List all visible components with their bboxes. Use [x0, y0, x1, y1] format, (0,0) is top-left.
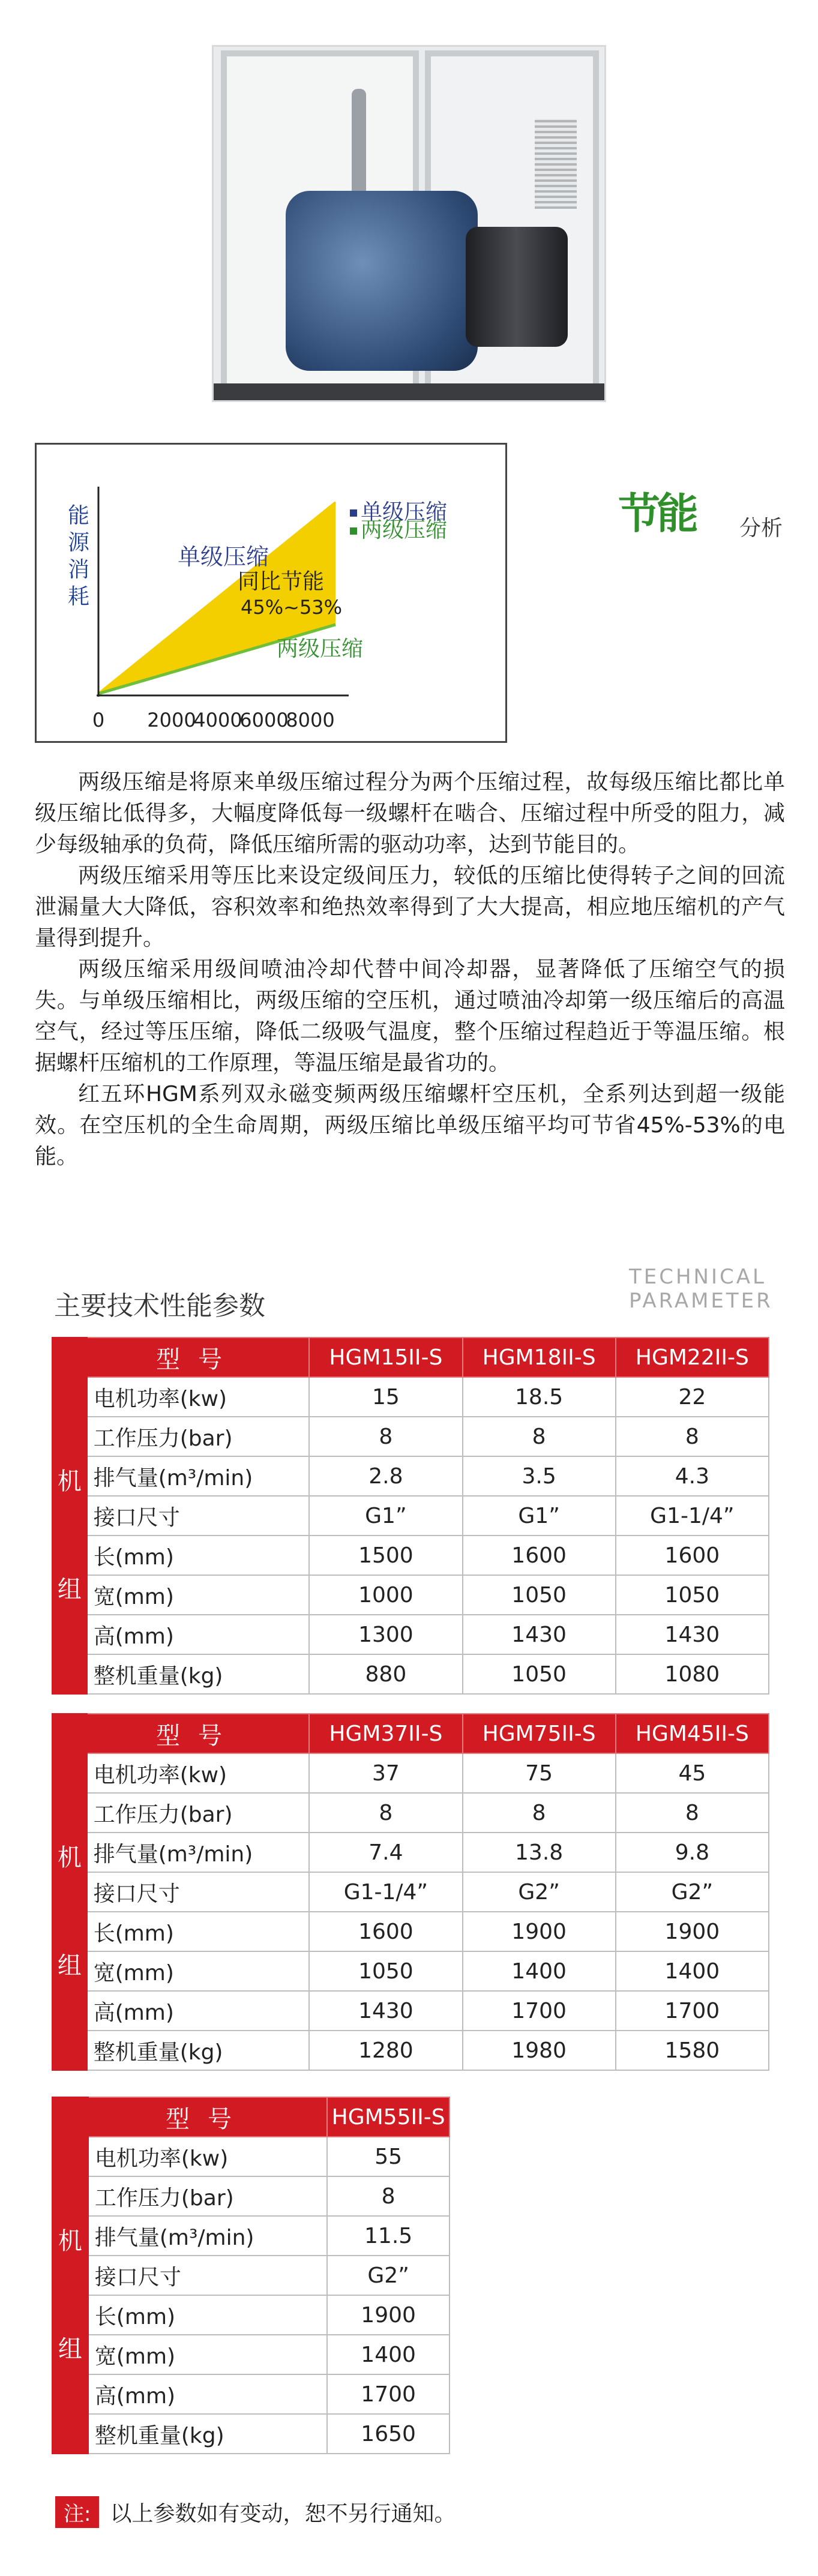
saving-label: 45%~53%: [241, 596, 343, 619]
y-label-char: 耗: [68, 584, 90, 609]
row-label: 整机重量(kg): [87, 2031, 310, 2070]
single-stage-label: 单级压缩: [178, 544, 269, 570]
x-tick-label: 2000: [147, 709, 196, 731]
legend-swatch-double: [350, 527, 357, 535]
cell-value: 1500: [309, 1536, 462, 1575]
side-char: 组: [57, 1576, 82, 1603]
cell-value: 45: [616, 1753, 769, 1793]
side-char: 组: [57, 1952, 82, 1980]
cell-value: 8: [309, 1417, 462, 1456]
row-label: 工作压力(bar): [88, 2176, 327, 2216]
energy-saving-title: 节能: [618, 489, 695, 538]
cell-value: 1400: [463, 1951, 616, 1991]
unit-side-label: [52, 1753, 87, 2070]
model-name: HGM22II-S: [616, 1338, 769, 1377]
compressor-photo: [212, 45, 606, 402]
x-tick-label: 6000: [239, 709, 289, 731]
row-label: 宽(mm): [87, 1575, 310, 1615]
energy-chart-svg: [37, 445, 505, 741]
y-label-char: 消: [68, 557, 90, 582]
cell-value: G2”: [327, 2256, 450, 2295]
row-label: 排气量(m³/min): [87, 1833, 310, 1872]
y-label-char: 能: [68, 503, 90, 528]
row-label: 长(mm): [87, 1536, 310, 1575]
intro-paragraph: 两级压缩采用级间喷油冷却代替中间冷却器，显著降低了压缩空气的损失。与单级压缩相比，两级压缩的空压机，通过喷油冷却第一级压缩后的高温空气，经过等压压缩，降低二级吸气温度，整个压缩过程趋近于等温压缩。根据螺杆压缩机的工作原理，等温压缩是最省功的。: [35, 957, 785, 1075]
model-name: HGM45II-S: [616, 1714, 769, 1753]
cell-value: 1430: [616, 1615, 769, 1654]
cell-value: 15: [309, 1377, 462, 1417]
cell-value: 1900: [616, 1912, 769, 1951]
header-lead-cell: [52, 1714, 87, 1753]
header-lead-cell: [52, 1338, 87, 1377]
machine-base: [214, 383, 604, 400]
energy-chart: [35, 443, 507, 743]
row-label: 工作压力(bar): [87, 1793, 310, 1833]
header-model-label: 型号: [87, 1338, 310, 1377]
row-label: 高(mm): [87, 1991, 310, 2031]
intro-paragraph: 两级压缩采用等压比来设定级间压力，较低的压缩比使得转子之间的回流泄漏量大大降低，容积效率和绝热效率得到了大大提高，相应地压缩机的产气量得到提升。: [35, 863, 785, 950]
cell-value: 1700: [463, 1991, 616, 2031]
cell-value: 880: [309, 1654, 462, 1694]
cell-value: 1430: [463, 1615, 616, 1654]
cell-value: 22: [616, 1377, 769, 1417]
row-label: 高(mm): [87, 1615, 310, 1654]
compressor-airend: [286, 191, 478, 371]
row-label: 宽(mm): [87, 1951, 310, 1991]
model-name: HGM55II-S: [327, 2097, 450, 2137]
cell-value: 8: [616, 1793, 769, 1833]
cell-value: 55: [327, 2137, 450, 2176]
cell-value: 1600: [616, 1536, 769, 1575]
unit-side-label: [52, 2137, 88, 2454]
row-label: 整机重量(kg): [88, 2414, 327, 2454]
cell-value: 1600: [309, 1912, 462, 1951]
row-label: 长(mm): [87, 1912, 310, 1951]
cell-value: 1700: [327, 2374, 450, 2414]
spec-table-2: [52, 1713, 769, 2071]
cell-value: 1980: [463, 2031, 616, 2070]
header-model-label: 型号: [88, 2097, 327, 2137]
model-name: HGM75II-S: [463, 1714, 616, 1753]
section-title-en-line: TECHNICAL: [629, 1265, 766, 1289]
cell-value: 75: [463, 1753, 616, 1793]
x-tick-label: 0: [92, 709, 105, 731]
cell-value: 1000: [309, 1575, 462, 1615]
row-label: 电机功率(kw): [87, 1753, 310, 1793]
side-char: 机: [57, 1468, 82, 1495]
cell-value: 13.8: [463, 1833, 616, 1872]
cell-value: 1080: [616, 1654, 769, 1694]
cell-value: 1650: [327, 2414, 450, 2454]
cell-value: 3.5: [463, 1456, 616, 1496]
cell-value: 18.5: [463, 1377, 616, 1417]
cell-value: 1580: [616, 2031, 769, 2070]
cell-value: 1050: [616, 1575, 769, 1615]
spec-table-3: [52, 2097, 450, 2454]
cell-value: G1”: [309, 1496, 462, 1536]
side-char: 机: [57, 1844, 82, 1872]
cell-value: 11.5: [327, 2216, 450, 2256]
cell-value: 37: [309, 1753, 462, 1793]
cell-value: 1280: [309, 2031, 462, 2070]
two-stage-label: 两级压缩: [277, 637, 364, 661]
row-label: 宽(mm): [88, 2335, 327, 2374]
section-title: 主要技术性能参数: [54, 1291, 265, 1321]
row-label: 电机功率(kw): [87, 1377, 310, 1417]
note-tag: 注:: [55, 2496, 99, 2528]
vent-grille: [535, 119, 577, 209]
intro-paragraph: 两级压缩是将原来单级压缩过程分为两个压缩过程，故每级压缩比都比单级压缩比低得多，大幅度降低每一级螺杆在啮合、压缩过程中所受的阻力，减少每级轴承的负荷，降低压缩所需的驱动功率，达到节能目的。: [35, 770, 785, 857]
x-tick-label: 8000: [286, 709, 335, 731]
spec-table-1: [52, 1337, 769, 1695]
cell-value: 1700: [616, 1991, 769, 2031]
section-title-en-line: PARAMETER: [629, 1289, 773, 1313]
cell-value: 9.8: [616, 1833, 769, 1872]
row-label: 长(mm): [88, 2295, 327, 2335]
cell-value: 1400: [616, 1951, 769, 1991]
same-ratio-label: 同比节能: [238, 569, 325, 594]
model-name: HGM15II-S: [309, 1338, 462, 1377]
y-label-char: 源: [68, 530, 90, 555]
cell-value: G2”: [463, 1872, 616, 1912]
cell-value: G2”: [616, 1872, 769, 1912]
row-label: 电机功率(kw): [88, 2137, 327, 2176]
cell-value: 1430: [309, 1991, 462, 2031]
cell-value: 8: [309, 1793, 462, 1833]
row-label: 接口尺寸: [87, 1872, 310, 1912]
intro-text: [35, 767, 785, 1172]
note-text: 以上参数如有变动，恕不另行通知。: [110, 2502, 456, 2526]
cell-value: 8: [616, 1417, 769, 1456]
cell-value: 1900: [327, 2295, 450, 2335]
row-label: 整机重量(kg): [87, 1654, 310, 1694]
cell-value: 1900: [463, 1912, 616, 1951]
energy-saving-subtitle: 分析: [739, 516, 783, 541]
cell-value: G1-1/4”: [616, 1496, 769, 1536]
cell-value: 1050: [309, 1951, 462, 1991]
cell-value: 8: [327, 2176, 450, 2216]
cell-value: 7.4: [309, 1833, 462, 1872]
section-title-en: [629, 1265, 773, 1313]
row-label: 排气量(m³/min): [87, 1456, 310, 1496]
model-name: HGM18II-S: [463, 1338, 616, 1377]
row-label: 高(mm): [88, 2374, 327, 2414]
intro-paragraph: 红五环HGM系列双永磁变频两级压缩螺杆空压机，全系列达到超一级能效。在空压机的全生命周期，两级压缩比单级压缩平均可节省45%-53%的电能。: [35, 1082, 785, 1169]
cell-value: 8: [463, 1417, 616, 1456]
side-char: 组: [58, 2335, 82, 2363]
row-label: 工作压力(bar): [87, 1417, 310, 1456]
cell-value: 2.8: [309, 1456, 462, 1496]
cell-value: G1”: [463, 1496, 616, 1536]
model-name: HGM37II-S: [309, 1714, 462, 1753]
side-char: 机: [58, 2227, 82, 2255]
cell-value: 1400: [327, 2335, 450, 2374]
motor: [466, 227, 568, 347]
cell-value: 1300: [309, 1615, 462, 1654]
cell-value: G1-1/4”: [309, 1872, 462, 1912]
row-label: 接口尺寸: [88, 2256, 327, 2295]
header-lead-cell: [52, 2097, 88, 2137]
legend-swatch-single: [350, 509, 357, 517]
row-label: 接口尺寸: [87, 1496, 310, 1536]
legend-single: 单级压缩: [361, 500, 448, 524]
header-model-label: 型号: [87, 1714, 310, 1753]
footnote: [55, 2496, 456, 2528]
unit-side-label: [52, 1377, 87, 1694]
cell-value: 8: [463, 1793, 616, 1833]
cell-value: 1600: [463, 1536, 616, 1575]
x-tick-label: 4000: [193, 709, 242, 731]
cell-value: 1050: [463, 1654, 616, 1694]
row-label: 排气量(m³/min): [88, 2216, 327, 2256]
cell-value: 4.3: [616, 1456, 769, 1496]
legend-double: 两级压缩: [361, 518, 448, 542]
cell-value: 1050: [463, 1575, 616, 1615]
